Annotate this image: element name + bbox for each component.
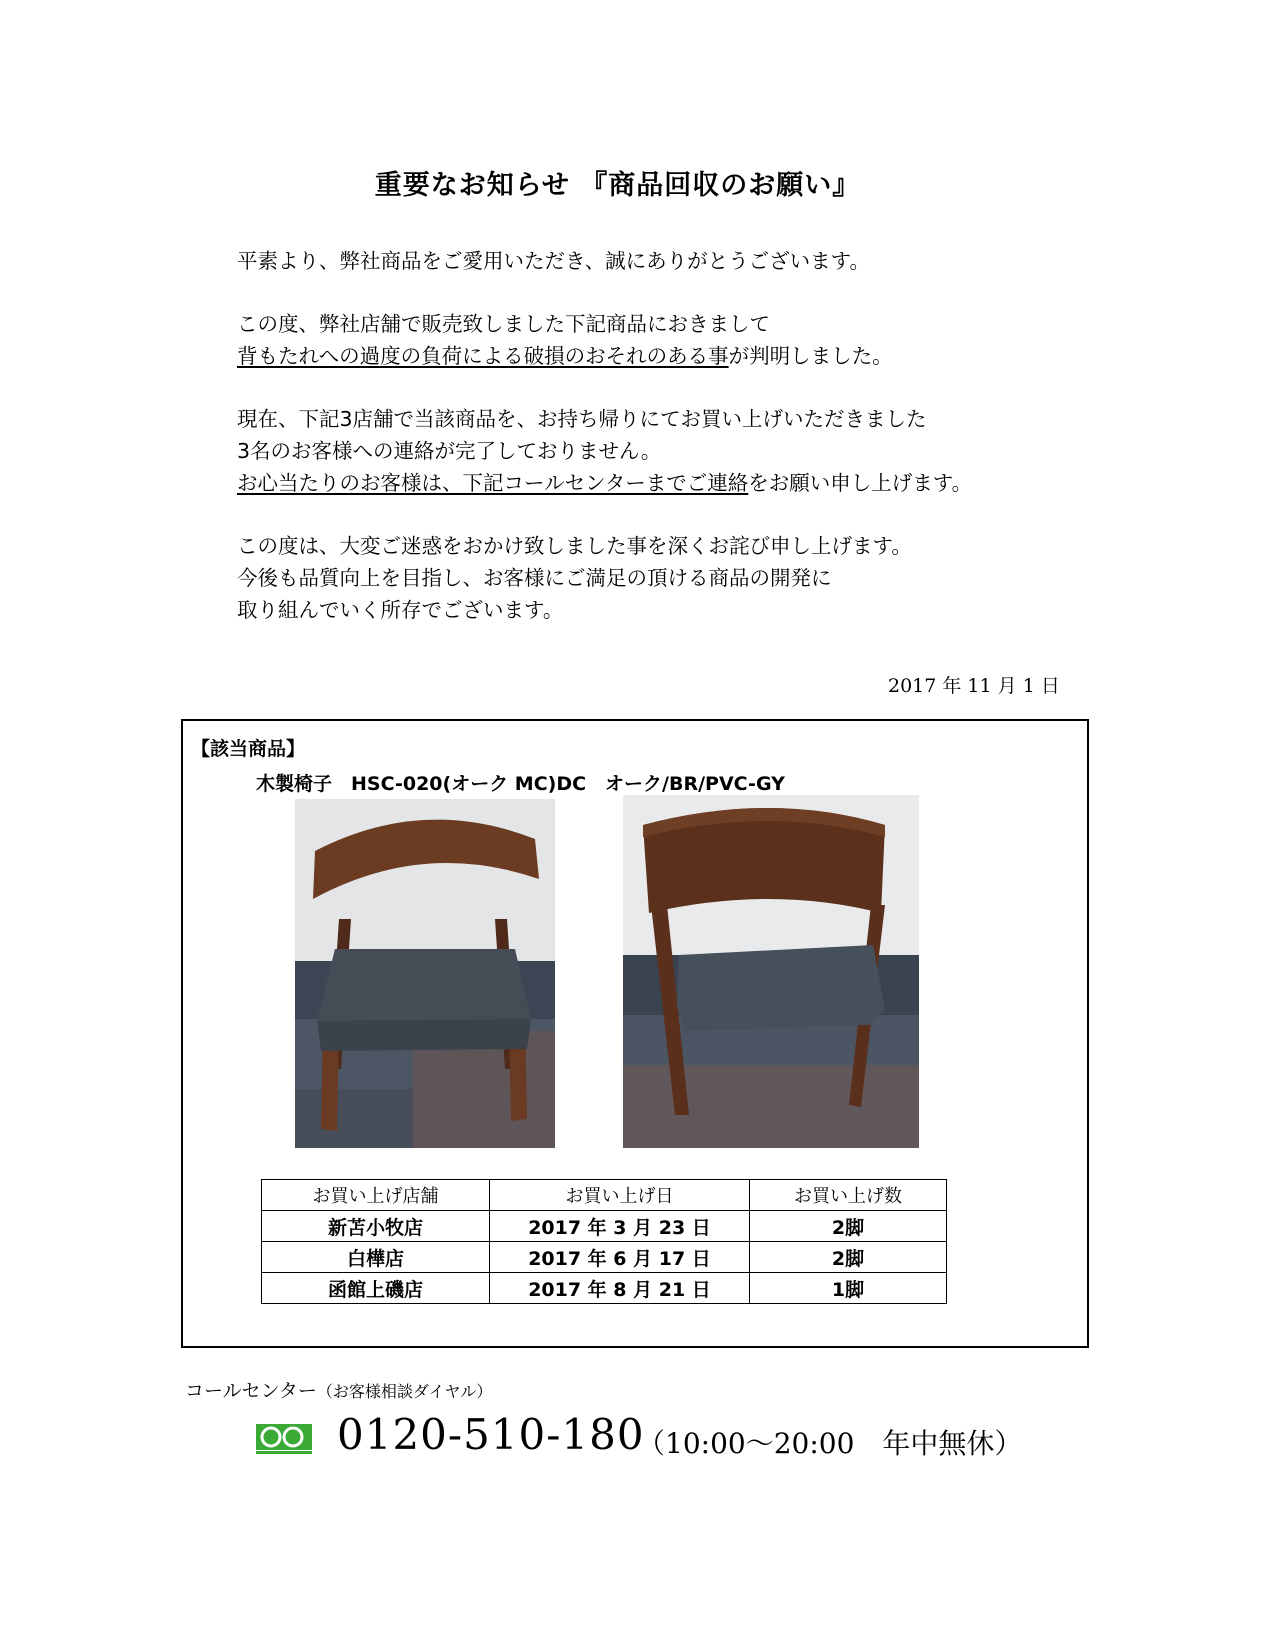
issue-text-line1: この度、弊社店舗で販売致しました下記商品におきまして xyxy=(237,312,770,336)
status-text-line1: 現在、下記3店舗で当該商品を、お持ち帰りにてお買い上げいただきました xyxy=(237,407,927,431)
request-text: お心当たりのお客様は、下記コールセンターまでご連絡をお願い申し上げます。 xyxy=(237,471,973,495)
product-name: 木製椅子 HSC-020(オーク MC)DC オーク/BR/PVC-GY xyxy=(256,773,785,795)
product-box xyxy=(181,719,1089,1348)
date-cell: 2017 年 6 月 17 日 xyxy=(490,1242,750,1273)
freedial-icon xyxy=(256,1424,312,1457)
phone-number[interactable]: 0120-510-180 xyxy=(337,1410,645,1459)
table-row xyxy=(262,1273,947,1304)
header-date: お買い上げ日 xyxy=(490,1180,750,1211)
purchase-table xyxy=(261,1179,947,1304)
chair-back-photo xyxy=(623,795,919,1148)
apology-text-line3: 取り組んでいく所存でございます。 xyxy=(237,598,564,622)
apology-text-line1: この度は、大変ご迷惑をおかけ致しました事を深くお詫び申し上げます。 xyxy=(237,534,912,558)
header-quantity: お買い上げ数 xyxy=(750,1180,947,1211)
notice-date: 2017 年 11 月 1 日 xyxy=(888,675,1060,697)
table-row xyxy=(262,1211,947,1242)
quantity-cell: 2脚 xyxy=(750,1211,947,1242)
product-heading: 【該当商品】 xyxy=(191,738,306,760)
quantity-cell: 2脚 xyxy=(750,1242,947,1273)
call-center-label: コールセンター（お客様相談ダイヤル） xyxy=(185,1380,493,1402)
date-cell: 2017 年 3 月 23 日 xyxy=(490,1211,750,1242)
table-header-row xyxy=(262,1180,947,1211)
store-cell: 白樺店 xyxy=(262,1242,490,1273)
greeting-text: 平素より、弊社商品をご愛用いただき、誠にありがとうございます。 xyxy=(237,249,871,273)
header-store: お買い上げ店舗 xyxy=(262,1180,490,1211)
table-row xyxy=(262,1242,947,1273)
date-cell: 2017 年 8 月 21 日 xyxy=(490,1273,750,1304)
store-cell: 函館上磯店 xyxy=(262,1273,490,1304)
chair-front-photo xyxy=(295,799,555,1148)
business-hours: （10:00～20:00 年中無休） xyxy=(637,1427,1023,1460)
apology-text-line2: 今後も品質向上を目指し、お客様にご満足の頂ける商品の開発に xyxy=(237,566,832,590)
issue-text-line2: 背もたれへの過度の負荷による破損のおそれのある事が判明しました。 xyxy=(237,344,893,368)
store-cell: 新苫小牧店 xyxy=(262,1211,490,1242)
status-text-line2: 3名のお客様への連絡が完了しておりません。 xyxy=(237,439,662,463)
notice-body xyxy=(237,245,972,626)
quantity-cell: 1脚 xyxy=(750,1273,947,1304)
notice-title: 重要なお知らせ 『商品回収のお願い』 xyxy=(374,170,861,201)
